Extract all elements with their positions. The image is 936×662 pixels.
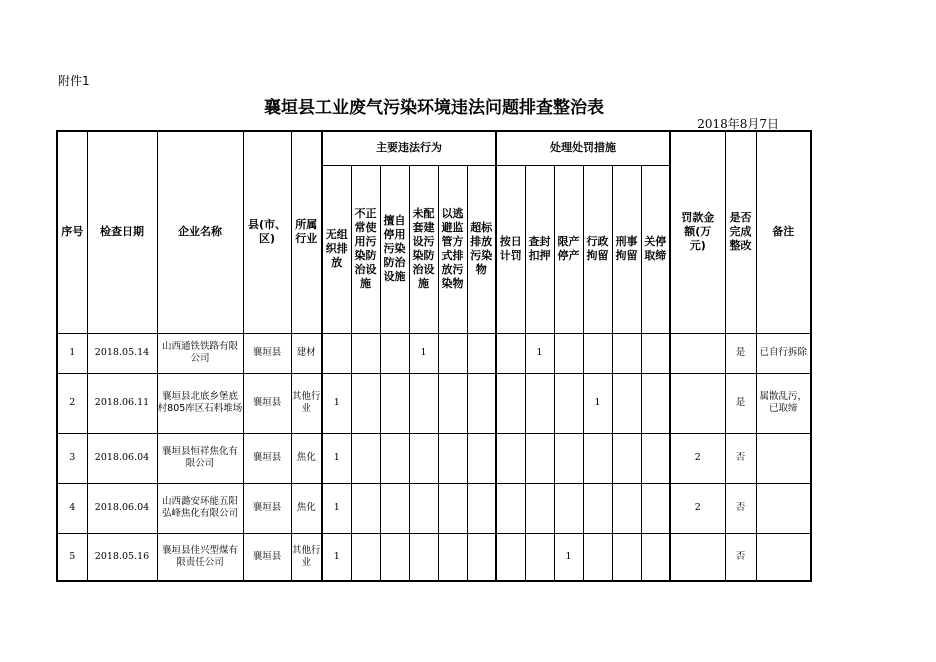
cell-violation bbox=[467, 533, 496, 581]
header-seq: 序号 bbox=[57, 131, 87, 333]
cell-date: 2018.05.14 bbox=[87, 333, 157, 373]
header-penalty-6: 关停取缔 bbox=[641, 165, 670, 333]
header-penalty-4: 行政拘留 bbox=[583, 165, 612, 333]
cell-done: 否 bbox=[725, 533, 756, 581]
cell-penalty bbox=[525, 483, 554, 533]
cell-penalty bbox=[554, 373, 583, 433]
cell-penalty bbox=[641, 433, 670, 483]
cell-county: 襄垣县 bbox=[243, 533, 291, 581]
cell-done: 否 bbox=[725, 433, 756, 483]
cell-county: 襄垣县 bbox=[243, 433, 291, 483]
cell-violation bbox=[380, 483, 409, 533]
cell-done: 是 bbox=[725, 333, 756, 373]
header-violation-1: 无组织排放 bbox=[322, 165, 351, 333]
cell-industry: 焦化 bbox=[291, 483, 322, 533]
cell-violation bbox=[380, 333, 409, 373]
cell-remark: 已自行拆除 bbox=[756, 333, 811, 373]
cell-penalty bbox=[525, 533, 554, 581]
cell-county: 襄垣县 bbox=[243, 333, 291, 373]
header-penalties-group: 处理处罚措施 bbox=[496, 131, 670, 165]
cell-fine bbox=[670, 533, 725, 581]
attachment-label: 附件1 bbox=[58, 74, 90, 88]
cell-penalty bbox=[583, 433, 612, 483]
header-county: 县(市、区) bbox=[243, 131, 291, 333]
cell-penalty bbox=[612, 333, 641, 373]
header-fine: 罚款金额(万元) bbox=[670, 131, 725, 333]
header-company: 企业名称 bbox=[157, 131, 243, 333]
cell-company: 襄垣县北底乡堡底村805库区石料堆场 bbox=[157, 373, 243, 433]
cell-seq: 5 bbox=[57, 533, 87, 581]
cell-penalty bbox=[554, 333, 583, 373]
cell-violation: 1 bbox=[322, 533, 351, 581]
cell-violation bbox=[438, 433, 467, 483]
table-row bbox=[57, 333, 811, 373]
cell-industry: 焦化 bbox=[291, 433, 322, 483]
cell-violation bbox=[351, 533, 380, 581]
cell-remark bbox=[756, 483, 811, 533]
cell-penalty bbox=[612, 483, 641, 533]
cell-penalty bbox=[496, 333, 525, 373]
cell-penalty bbox=[496, 373, 525, 433]
cell-county: 襄垣县 bbox=[243, 373, 291, 433]
cell-penalty bbox=[525, 433, 554, 483]
cell-penalty bbox=[496, 483, 525, 533]
cell-violation bbox=[438, 483, 467, 533]
header-penalty-1: 按日计罚 bbox=[496, 165, 525, 333]
cell-company: 襄垣县佳兴型煤有限责任公司 bbox=[157, 533, 243, 581]
cell-date: 2018.05.16 bbox=[87, 533, 157, 581]
cell-company: 山西通铁铁路有限公司 bbox=[157, 333, 243, 373]
cell-industry: 其他行业 bbox=[291, 373, 322, 433]
cell-company: 襄垣县恒祥焦化有限公司 bbox=[157, 433, 243, 483]
header-penalty-5: 刑事拘留 bbox=[612, 165, 641, 333]
cell-penalty bbox=[641, 533, 670, 581]
cell-penalty bbox=[496, 533, 525, 581]
header-penalty-2: 查封扣押 bbox=[525, 165, 554, 333]
cell-remark bbox=[756, 533, 811, 581]
header-industry: 所属行业 bbox=[291, 131, 322, 333]
cell-violation bbox=[380, 373, 409, 433]
cell-remark: 属散乱污，已取缔 bbox=[756, 373, 811, 433]
cell-penalty bbox=[554, 433, 583, 483]
cell-violation bbox=[409, 433, 438, 483]
cell-violation bbox=[467, 373, 496, 433]
cell-penalty bbox=[583, 533, 612, 581]
cell-industry: 建材 bbox=[291, 333, 322, 373]
cell-seq: 2 bbox=[57, 373, 87, 433]
cell-penalty bbox=[612, 373, 641, 433]
cell-violation bbox=[351, 373, 380, 433]
cell-seq: 3 bbox=[57, 433, 87, 483]
cell-violation: 1 bbox=[409, 333, 438, 373]
page-title: 襄垣县工业废气污染环境违法问题排查整治表 bbox=[264, 98, 604, 118]
cell-date: 2018.06.11 bbox=[87, 373, 157, 433]
header-remark: 备注 bbox=[756, 131, 811, 333]
cell-violation: 1 bbox=[322, 373, 351, 433]
header-violation-6: 超标排放污染物 bbox=[467, 165, 496, 333]
cell-violation bbox=[438, 333, 467, 373]
header-done: 是否完成整改 bbox=[725, 131, 756, 333]
table-row bbox=[57, 433, 811, 483]
cell-industry: 其他行业 bbox=[291, 533, 322, 581]
cell-county: 襄垣县 bbox=[243, 483, 291, 533]
cell-violation bbox=[438, 533, 467, 581]
cell-violation bbox=[409, 483, 438, 533]
cell-penalty bbox=[612, 533, 641, 581]
cell-violation bbox=[467, 483, 496, 533]
cell-penalty bbox=[496, 433, 525, 483]
cell-violation: 1 bbox=[322, 483, 351, 533]
cell-done: 否 bbox=[725, 483, 756, 533]
header-penalty-3: 限产停产 bbox=[554, 165, 583, 333]
cell-violation: 1 bbox=[322, 433, 351, 483]
cell-date: 2018.06.04 bbox=[87, 433, 157, 483]
cell-penalty: 1 bbox=[583, 373, 612, 433]
cell-seq: 1 bbox=[57, 333, 87, 373]
cell-violation bbox=[409, 533, 438, 581]
cell-penalty bbox=[583, 483, 612, 533]
cell-fine: 2 bbox=[670, 433, 725, 483]
header-violations-group: 主要违法行为 bbox=[322, 131, 496, 165]
cell-fine bbox=[670, 333, 725, 373]
rectification-table bbox=[56, 130, 812, 582]
cell-penalty: 1 bbox=[554, 533, 583, 581]
table-row bbox=[57, 533, 811, 581]
cell-violation bbox=[467, 333, 496, 373]
header-date: 检查日期 bbox=[87, 131, 157, 333]
cell-penalty bbox=[554, 483, 583, 533]
cell-done: 是 bbox=[725, 373, 756, 433]
cell-penalty bbox=[583, 333, 612, 373]
cell-violation bbox=[380, 533, 409, 581]
cell-penalty: 1 bbox=[525, 333, 554, 373]
cell-violation bbox=[467, 433, 496, 483]
table-row bbox=[57, 483, 811, 533]
cell-penalty bbox=[641, 483, 670, 533]
cell-penalty bbox=[525, 373, 554, 433]
cell-fine bbox=[670, 373, 725, 433]
cell-remark bbox=[756, 433, 811, 483]
cell-seq: 4 bbox=[57, 483, 87, 533]
cell-penalty bbox=[641, 373, 670, 433]
report-date: 2018年8月7日 bbox=[697, 117, 779, 131]
header-violation-5: 以逃避监管方式排放污染物 bbox=[438, 165, 467, 333]
cell-violation bbox=[351, 433, 380, 483]
cell-fine: 2 bbox=[670, 483, 725, 533]
cell-date: 2018.06.04 bbox=[87, 483, 157, 533]
header-violation-2: 不正常使用污染防治设施 bbox=[351, 165, 380, 333]
cell-violation bbox=[438, 373, 467, 433]
cell-company: 山西潞安环能五阳弘峰焦化有限公司 bbox=[157, 483, 243, 533]
cell-violation bbox=[409, 373, 438, 433]
cell-penalty bbox=[612, 433, 641, 483]
cell-violation bbox=[351, 333, 380, 373]
table-row bbox=[57, 373, 811, 433]
cell-violation bbox=[380, 433, 409, 483]
cell-violation bbox=[351, 483, 380, 533]
header-violation-4: 未配套建设污染防治设施 bbox=[409, 165, 438, 333]
cell-penalty bbox=[641, 333, 670, 373]
header-violation-3: 擅自停用污染防治设施 bbox=[380, 165, 409, 333]
cell-violation bbox=[322, 333, 351, 373]
